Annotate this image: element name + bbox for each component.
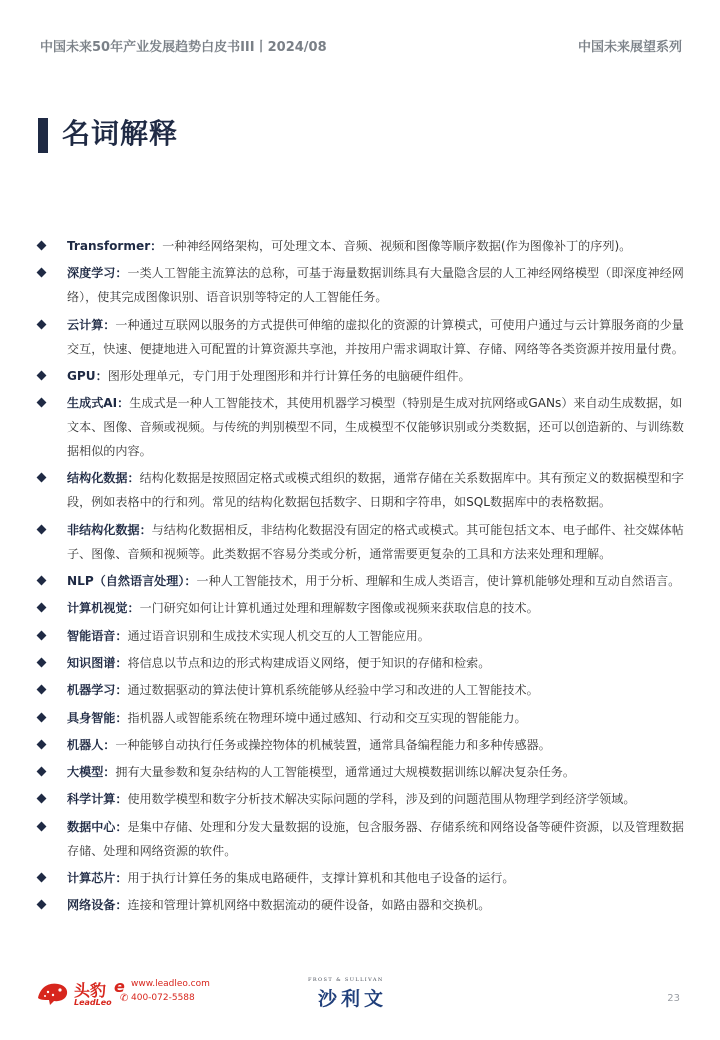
term-definition: 结构化数据是按照固定格式或模式组织的数据，通常存储在关系数据库中。其有预定义的数据模型和字段，例如表格中的行和列。常见的结构化数据包括数字、日期和字符串，如SQL数据库中的表格数据。 [67, 471, 684, 510]
glossary-item [36, 893, 688, 917]
term-name: 机器学习： [67, 683, 128, 698]
term-definition: 通过语音识别和生成技术实现人机交互的人工智能应用。 [127, 628, 430, 643]
diamond-bullet-icon [37, 658, 47, 668]
diamond-bullet-icon [37, 767, 47, 777]
term-definition: 用于执行计算任务的集成电路硬件，支撑计算机和其他电子设备的运行。 [127, 871, 515, 886]
diamond-bullet-icon [37, 712, 47, 722]
term-definition: 连接和管理计算机网络中数据流动的硬件设备，如路由器和交换机。 [127, 898, 491, 913]
glossary-item [36, 466, 688, 514]
term-name: 计算机视觉： [67, 601, 140, 616]
diamond-bullet-icon [37, 900, 47, 910]
title-accent-bar [38, 118, 48, 153]
glossary-item [36, 760, 688, 784]
glossary-list [36, 234, 688, 921]
partner-logo-en: FROST & SULLIVAN [308, 977, 384, 983]
glossary-item [36, 706, 688, 730]
glossary-item [36, 787, 688, 811]
term-definition: 一类人工智能主流算法的总称，可基于海量数据训练具有大量隐含层的人工神经网络模型（即深度神经网络），使其完成图像识别、语音识别等特定的人工智能任务。 [67, 266, 684, 305]
term-definition: 一种人工智能技术，用于分析、理解和生成人类语言，使计算机能够处理和互动自然语言。 [196, 574, 681, 589]
term-name: 网络设备： [67, 898, 128, 913]
term-name: 生成式AI： [67, 396, 130, 411]
diamond-bullet-icon [37, 473, 47, 483]
term-name: 非结构化数据： [67, 522, 152, 537]
glossary-item [36, 678, 688, 702]
diamond-bullet-icon [37, 524, 47, 534]
glossary-item [36, 651, 688, 675]
term-name: 深度学习： [67, 266, 128, 281]
glossary-item [36, 733, 688, 757]
leopard-logo-icon [36, 978, 70, 1006]
glossary-item [36, 596, 688, 620]
glossary-item [36, 391, 688, 463]
glossary-item [36, 364, 688, 388]
term-definition: 图形处理单元，专门用于处理图形和并行计算任务的电脑硬件组件。 [107, 368, 471, 383]
glossary-item [36, 313, 688, 361]
page-title: 名词解释 [62, 117, 179, 150]
term-name: GPU： [67, 368, 108, 383]
diamond-bullet-icon [37, 873, 47, 883]
term-definition: 通过数据驱动的算法使计算机系统能够从经验中学习和改进的人工智能技术。 [127, 683, 539, 698]
term-definition: 将信息以节点和边的形式构建成语义网络，便于知识的存储和检索。 [127, 655, 491, 670]
diamond-bullet-icon [37, 739, 47, 749]
diamond-bullet-icon [37, 685, 47, 695]
term-name: 智能语音： [67, 628, 128, 643]
diamond-bullet-icon [37, 576, 47, 586]
glossary-item [36, 518, 688, 566]
leadleo-logo [36, 976, 306, 1010]
term-name: 云计算： [67, 317, 116, 332]
term-name: NLP（自然语言处理）： [67, 574, 197, 589]
partner-logo-cn: 沙利文 [318, 988, 388, 1010]
term-name: 机器人： [67, 737, 116, 752]
diamond-bullet-icon [37, 630, 47, 640]
report-series-label: 中国未来展望系列 [577, 40, 682, 55]
term-definition: 一种通过互联网以服务的方式提供可伸缩的虚拟化的资源的计算模式，可使用户通过与云计算服务商的少量交互，快速、便捷地进入可配置的计算资源共享池，并按用户需求调取计算、存储、网络等各类资源并按用量付费。 [67, 317, 684, 356]
website-link[interactable]: www.leadleo.com [131, 979, 210, 989]
glossary-item [36, 261, 688, 309]
report-header-title: 中国未来50年产业发展趋势白皮书III丨2024/08 [40, 40, 327, 55]
term-name: 计算芯片： [67, 871, 128, 886]
term-definition: 一种能够自动执行任务或操控物体的机械装置，通常具备编程能力和多种传感器。 [115, 737, 551, 752]
term-name: 知识图谱： [67, 655, 128, 670]
glossary-item [36, 815, 688, 863]
term-definition: 与结构化数据相反，非结构化数据没有固定的格式或模式。其可能包括文本、电子邮件、社交媒体帖子、图像、音频和视频等。此类数据不容易分类或分析，通常需要更复杂的工具和方法来处理和理解。 [67, 522, 684, 561]
glossary-item [36, 234, 688, 258]
term-name: 结构化数据： [67, 471, 140, 486]
diamond-bullet-icon [37, 370, 47, 380]
website-e-icon: e [114, 977, 125, 996]
term-name: Transformer： [67, 239, 163, 253]
term-name: 具身智能： [67, 710, 128, 725]
diamond-bullet-icon [37, 398, 47, 408]
page-number: 23 [667, 993, 680, 1004]
phone-number: 400-072-5588 [131, 993, 195, 1003]
term-definition: 拥有大量参数和复杂结构的人工智能模型，通常通过大规模数据训练以解决复杂任务。 [115, 765, 575, 780]
diamond-bullet-icon [37, 603, 47, 613]
diamond-bullet-icon [37, 821, 47, 831]
glossary-item [36, 624, 688, 648]
term-definition: 是集中存储、处理和分发大量数据的设施，包含服务器、存储系统和网络设备等硬件资源，以及管理数据存储、处理和网络资源的软件。 [67, 819, 684, 858]
term-name: 大模型： [67, 765, 116, 780]
term-definition: 一种神经网络架构，可处理文本、音频、视频和图像等顺序数据(作为图像补丁的序列)。 [162, 239, 632, 253]
term-definition: 指机器人或智能系统在物理环境中通过感知、行动和交互实现的智能能力。 [127, 710, 527, 725]
brand-name-cn: 头豹 [74, 981, 107, 1000]
brand-name-en: LeadLeo [74, 998, 112, 1007]
diamond-bullet-icon [37, 319, 47, 329]
diamond-bullet-icon [37, 268, 47, 278]
diamond-bullet-icon [37, 241, 47, 251]
diamond-bullet-icon [37, 794, 47, 804]
term-definition: 生成式是一种人工智能技术，其使用机器学习模型（特别是生成对抗网络或GANs）来自动生成数据，如文本、图像、音频或视频。与传统的判别模型不同，生成模型不仅能够识别或分类数据，还可以创造新的、与训练数据相似的内容。 [67, 396, 684, 459]
term-definition: 一门研究如何让计算机通过处理和理解数字图像或视频来获取信息的技术。 [139, 601, 539, 616]
glossary-item [36, 866, 688, 890]
term-name: 数据中心： [67, 819, 128, 834]
glossary-item [36, 569, 688, 593]
term-name: 科学计算： [67, 792, 128, 807]
phone-icon: ✆ [120, 993, 129, 1004]
term-definition: 使用数学模型和数字分析技术解决实际问题的学科，涉及到的问题范围从物理学到经济学领域。 [127, 792, 636, 807]
